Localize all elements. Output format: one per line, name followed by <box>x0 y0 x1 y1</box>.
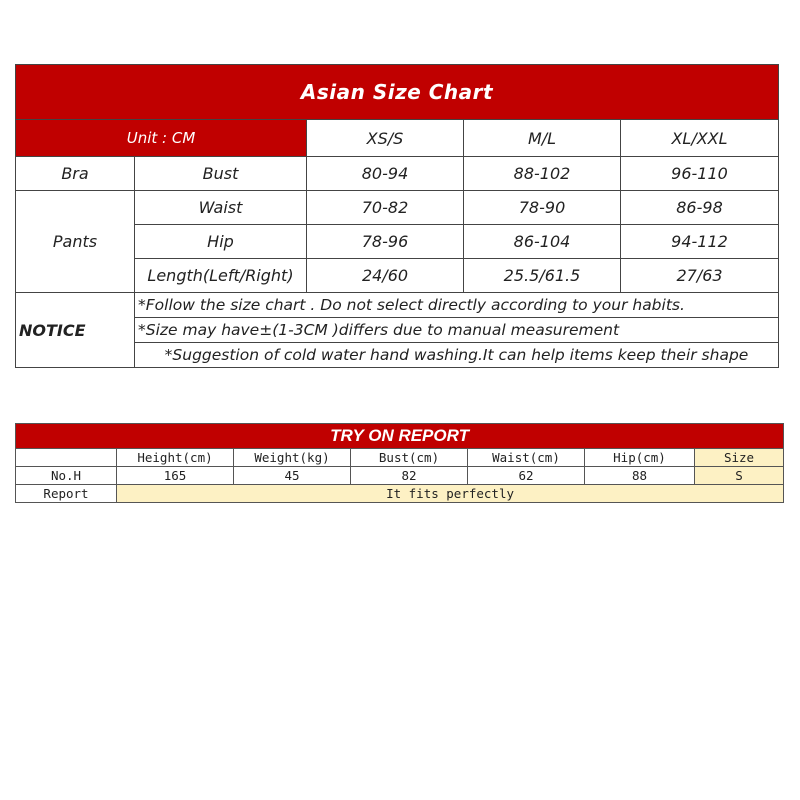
value-size: S <box>695 467 784 485</box>
measure-label: Waist <box>135 191 307 225</box>
measure-label: Bust <box>135 157 307 191</box>
header-height: Height(cm) <box>117 449 234 467</box>
value-hip: 88 <box>585 467 695 485</box>
measure-label: Length(Left/Right) <box>135 259 307 293</box>
notice-row <box>16 293 779 318</box>
size-header-row <box>16 120 779 157</box>
report-title-row <box>16 424 784 449</box>
value-height: 165 <box>117 467 234 485</box>
row-label-no-h: No.H <box>16 467 117 485</box>
size-chart-table <box>15 64 779 368</box>
size-value: 88-102 <box>464 157 621 191</box>
header-size: Size <box>695 449 784 467</box>
size-value: 78-90 <box>464 191 621 225</box>
header-hip: Hip(cm) <box>585 449 695 467</box>
header-weight: Weight(kg) <box>234 449 351 467</box>
category-label-bra: Bra <box>16 157 135 191</box>
empty-header-cell <box>16 449 117 467</box>
notice-label: NOTICE <box>16 293 135 368</box>
unit-label: Unit : CM <box>16 120 307 157</box>
notice-line-3: *Suggestion of cold water hand washing.It can help items keep their shape <box>135 343 779 368</box>
size-value: 96-110 <box>621 157 779 191</box>
size-value: 70-82 <box>307 191 464 225</box>
size-value: 86-98 <box>621 191 779 225</box>
table-row <box>16 157 779 191</box>
header-waist: Waist(cm) <box>468 449 585 467</box>
try-on-report-title: TRY ON REPORT <box>16 424 784 449</box>
value-waist: 62 <box>468 467 585 485</box>
table-row <box>16 191 779 225</box>
measure-label: Hip <box>135 225 307 259</box>
value-bust: 82 <box>351 467 468 485</box>
table-row <box>16 467 784 485</box>
size-value: 27/63 <box>621 259 779 293</box>
size-value: 86-104 <box>464 225 621 259</box>
size-header-xs-s: XS/S <box>307 120 464 157</box>
notice-line-2: *Size may have±(1-3CM )differs due to manual measurement <box>135 318 779 343</box>
report-label: Report <box>16 485 117 503</box>
size-header-m-l: M/L <box>464 120 621 157</box>
size-value: 25.5/61.5 <box>464 259 621 293</box>
notice-line-1: *Follow the size chart . Do not select directly according to your habits. <box>135 293 779 318</box>
table-row <box>16 485 784 503</box>
report-header-row <box>16 449 784 467</box>
report-text: It fits perfectly <box>117 485 784 503</box>
try-on-report-table <box>15 423 784 503</box>
size-value: 24/60 <box>307 259 464 293</box>
size-value: 94-112 <box>621 225 779 259</box>
value-weight: 45 <box>234 467 351 485</box>
size-value: 80-94 <box>307 157 464 191</box>
size-chart-title-row <box>16 65 779 120</box>
size-chart-title: Asian Size Chart <box>16 65 779 120</box>
category-label-pants: Pants <box>16 191 135 293</box>
size-value: 78-96 <box>307 225 464 259</box>
header-bust: Bust(cm) <box>351 449 468 467</box>
size-header-xl-xxl: XL/XXL <box>621 120 779 157</box>
